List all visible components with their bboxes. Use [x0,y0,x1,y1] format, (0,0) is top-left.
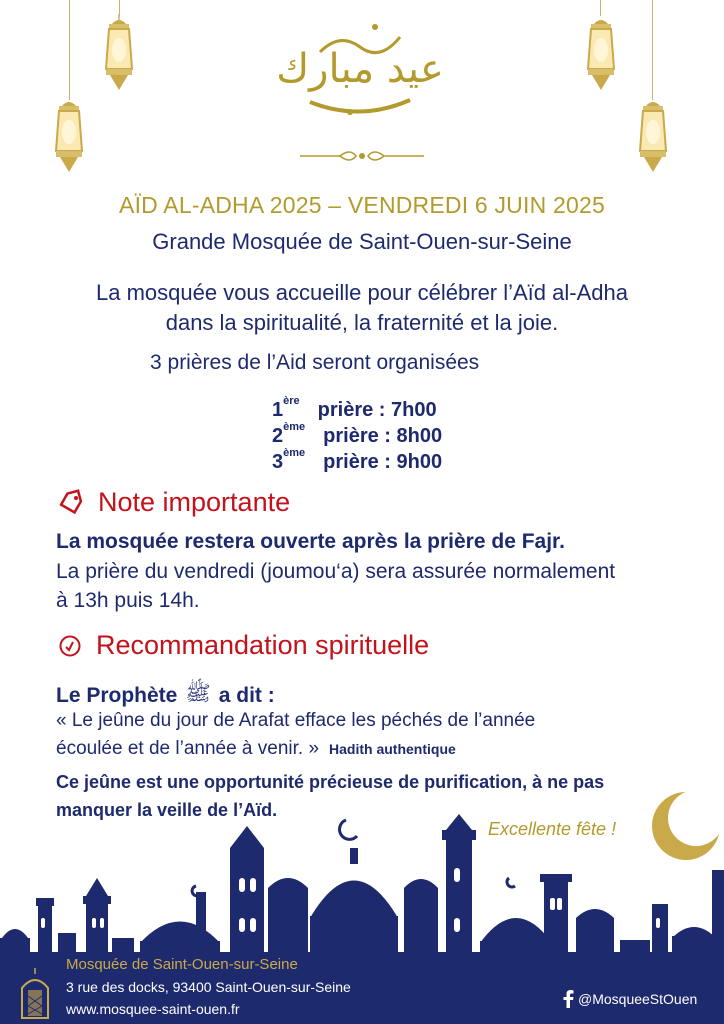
footer-mosque-name: Mosquée de Saint-Ouen-sur-Seine [66,956,298,973]
intro-line-2: dans la spiritualité, la fraternité et la joie. [165,310,559,335]
eid-mubarak-calligraphy [276,12,444,130]
note-heading [58,487,290,518]
prayers-intro: 3 prières de l’Aid seront organisées [150,351,480,374]
recommendation-heading [58,630,429,661]
footer-facebook-link[interactable] [562,990,697,1008]
lantern-icon [50,96,88,176]
prayer-time: prière : 7h00 [317,399,437,421]
intro-line-1: La mosquée vous accueille pour célébrer l’Aïd al-Adha [96,280,628,305]
note-line-2: à 13h puis 14h. [56,589,200,612]
prayer-ordinal: ème [283,421,306,434]
salawat-symbol: ﷺ [185,681,211,705]
lantern-icon [582,14,620,94]
prophet-before: Le Prophète [56,683,178,707]
lantern-string [69,0,70,100]
clock-icon [58,634,82,658]
facebook-icon [562,990,574,1008]
prayer-row [272,395,437,422]
page-title: AÏD AL-ADHA 2025 – VENDREDI 6 JUIN 2025 [119,192,605,218]
note-line-1: La prière du vendredi (joumou‘a) sera assurée normalement [56,560,616,583]
prayer-number: 3 [272,451,284,473]
page-subtitle: Grande Mosquée de Saint-Ouen-sur-Seine [152,229,572,254]
footer-website-link[interactable]: www.mosquee-saint-ouen.fr [66,1001,240,1017]
prayer-time: prière : 8h00 [323,425,443,447]
lantern-icon [634,96,672,176]
svg-text:عيد مبارك: عيد مبارك [276,46,444,92]
lantern-icon [100,14,138,94]
divider-ornament [300,148,424,164]
note-bold-line: La mosquée restera ouverte après la prière de Fajr. [56,530,565,553]
greeting-text: Excellente fête ! [488,819,617,839]
prayer-row [272,421,443,448]
recommendation-heading-text: Recommandation spirituelle [96,630,430,660]
prayer-number: 2 [272,425,284,447]
hadith-line-2-text: écoulée et de l’année à venir. » [56,738,320,759]
prayer-ordinal: ère [283,395,300,408]
prayer-row [272,447,443,474]
prayer-ordinal: ème [283,447,306,460]
prophet-after: a dit : [218,683,275,707]
hadith-line-2 [56,738,456,760]
facebook-handle: @MosqueeStOuen [578,991,698,1007]
hadith-line-1: « Le jeûne du jour de Arafat efface les péchés de l’année [56,710,536,731]
hadith-source: Hadith authentique [329,741,456,757]
footer-address: 3 rue des docks, 93400 Saint-Ouen-sur-Seine [66,979,351,995]
note-heading-text: Note importante [98,487,291,517]
tag-icon [58,490,84,516]
recommendation-line-2: manquer la veille de l’Aïd. [56,800,278,820]
recommendation-line-1: Ce jeûne est une opportunité précieuse de purification, à ne pas [56,772,605,792]
prayer-time: prière : 9h00 [323,451,443,473]
lantern-string [652,0,653,100]
mosque-door-icon [20,966,50,1018]
prayer-number: 1 [272,399,284,421]
prophet-quote-intro [56,680,275,711]
